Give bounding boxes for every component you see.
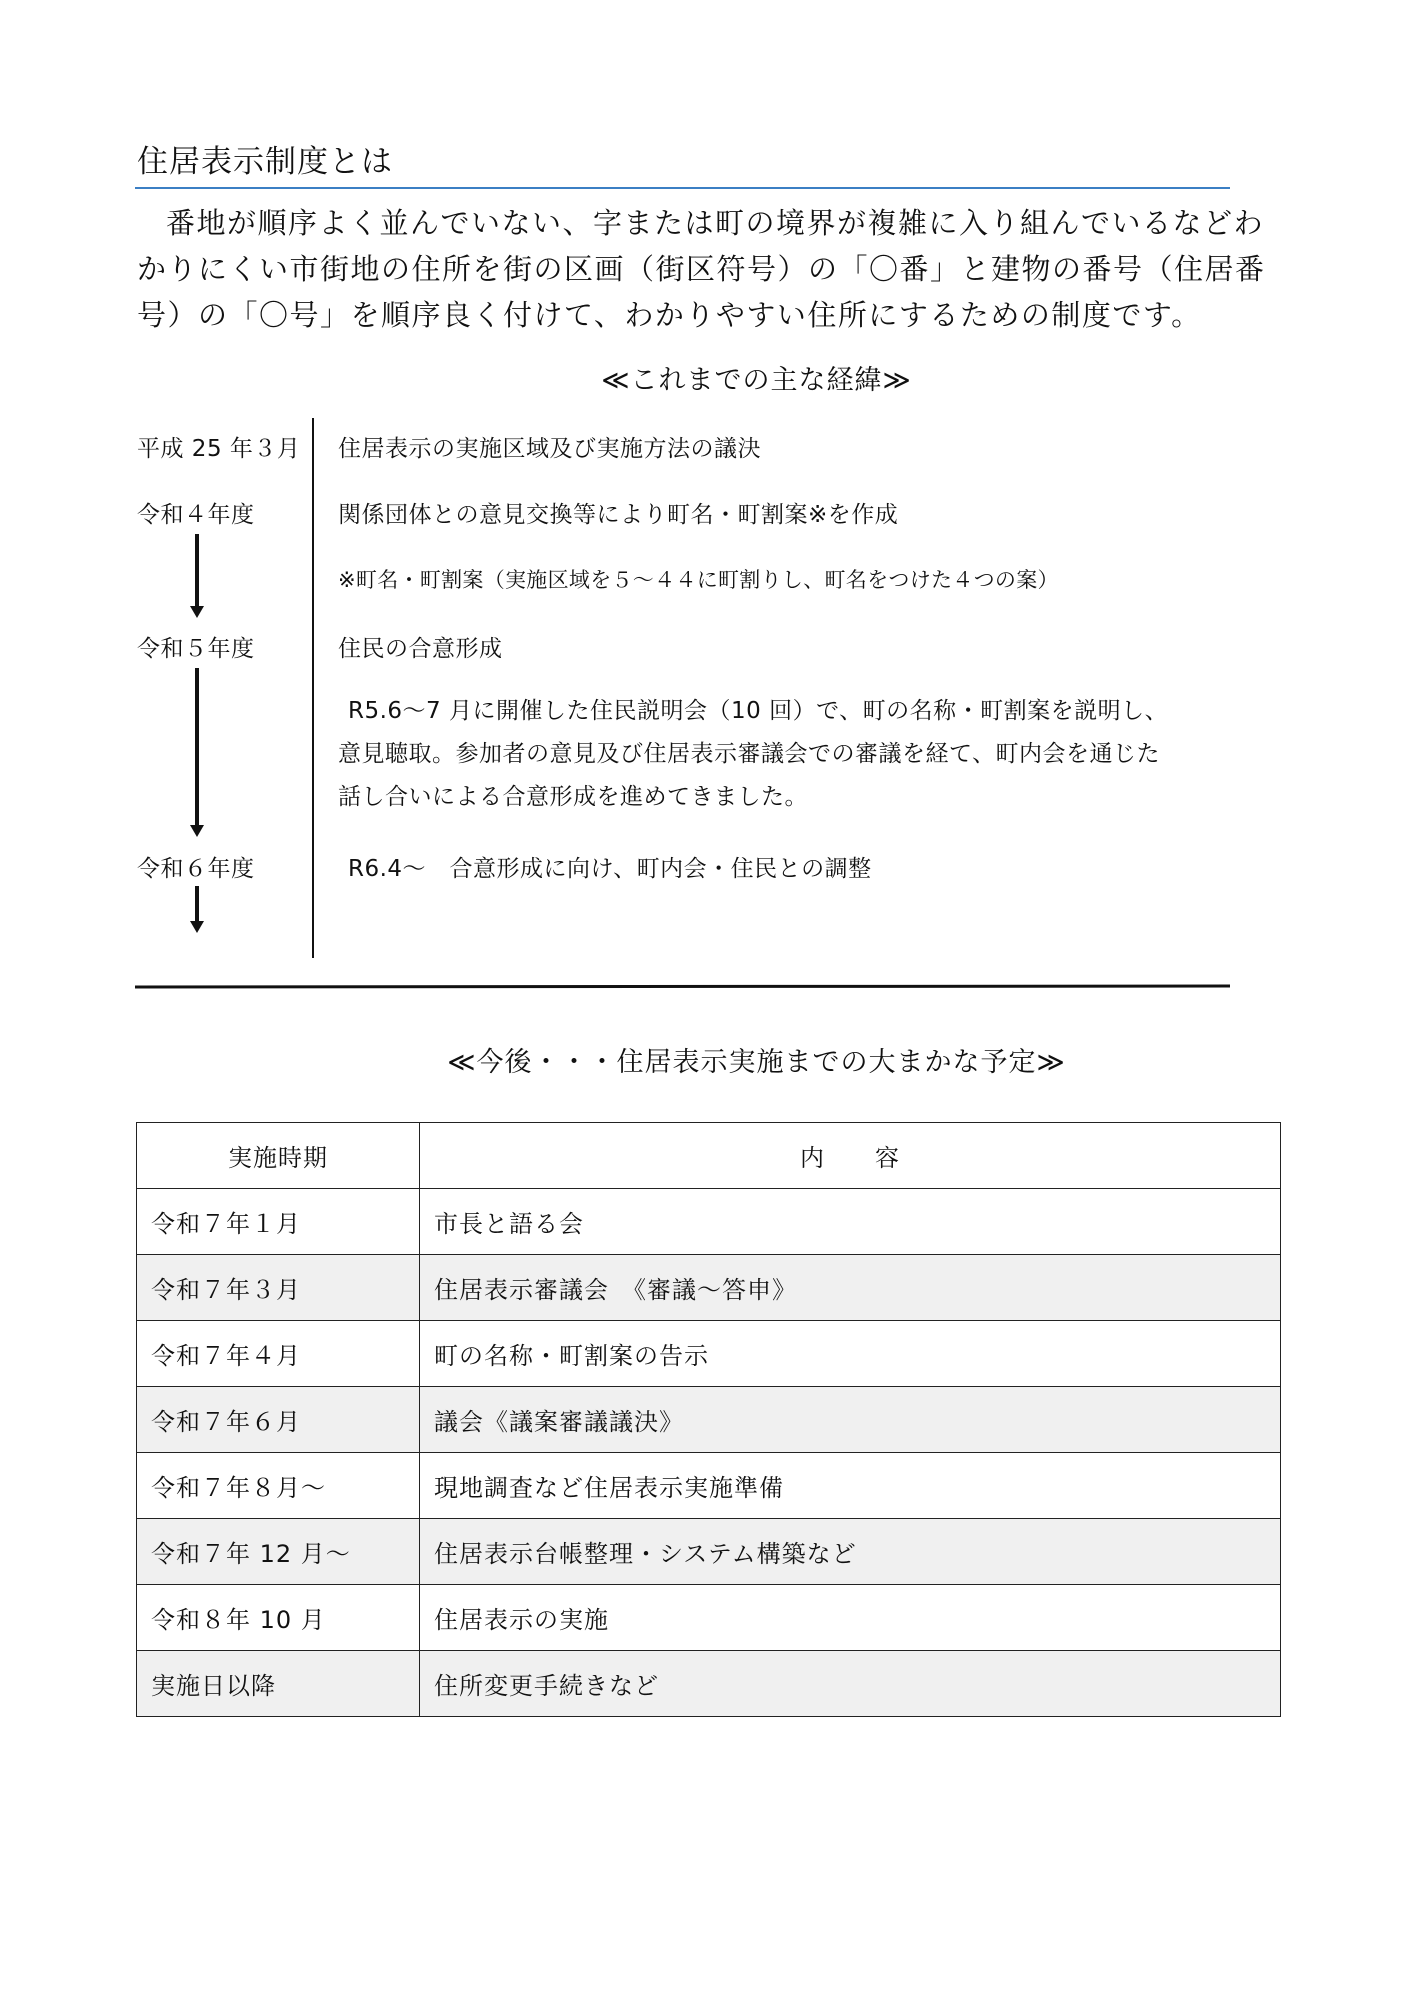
schedule-content-cell: 市長と語る会 [420,1189,1281,1255]
title-underline [135,187,1230,189]
schedule-content-cell: 現地調査など住居表示実施準備 [420,1453,1281,1519]
table-row [137,1255,1281,1321]
schedule-content-cell: 町の名称・町割案の告示 [420,1321,1281,1387]
schedule-content-cell: 住居表示の実施 [420,1585,1281,1651]
schedule-content-cell: 住居表示審議会 《審議～答申》 [420,1255,1281,1321]
timeline-period: 平成 25 年３月 [137,436,301,462]
column-header-period: 実施時期 [137,1123,420,1189]
timeline-detail [338,690,1178,819]
schedule-content-cell: 住所変更手続きなど [420,1651,1281,1717]
table-row [137,1585,1281,1651]
timeline-event: 住民の合意形成 [338,636,503,662]
schedule-content-cell: 住居表示台帳整理・システム構築など [420,1519,1281,1585]
intro-text: 番地が順序よく並んでいない、字または町の境界が複雑に入り組んでいるなどわかりにくい市街地の住所を街の区画（街区符号）の「〇番」と建物の番号（住居番号）の「〇号」を順序良く付けて、わかりやすい住所にするための制度です。 [137,206,1266,332]
schedule-period-cell: 令和７年３月 [137,1255,420,1321]
schedule-period-cell: 令和７年６月 [137,1387,420,1453]
page-title: 住居表示制度とは [137,144,393,180]
schedule-heading: ≪今後・・・住居表示実施までの大まかな予定≫ [447,1047,1066,1078]
schedule-period-cell: 令和７年４月 [137,1321,420,1387]
timeline-event: R6.4～ 合意形成に向け、町内会・住民との調整 [348,856,872,882]
timeline-period: 令和４年度 [137,502,255,528]
table-row [137,1321,1281,1387]
table-row [137,1453,1281,1519]
schedule-period-cell: 令和７年１月 [137,1189,420,1255]
table-row [137,1387,1281,1453]
schedule-period-cell: 令和７年８月～ [137,1453,420,1519]
timeline-period: 令和５年度 [137,636,255,662]
table-row [137,1519,1281,1585]
down-arrow-icon [190,668,204,838]
down-arrow-icon [190,534,204,619]
table-row [137,1651,1281,1717]
timeline-event: 関係団体との意見交換等により町名・町割案※を作成 [338,502,899,528]
history-heading: ≪これまでの主な経緯≫ [601,365,912,396]
schedule-content-cell: 議会《議案審議議決》 [420,1387,1281,1453]
schedule-period-cell: 実施日以降 [137,1651,420,1717]
section-divider [135,985,1230,989]
intro-paragraph [137,200,1287,338]
column-header-content: 内 容 [420,1123,1281,1189]
table-header-row [137,1123,1281,1189]
schedule-period-cell: 令和７年 12 月～ [137,1519,420,1585]
timeline-line [312,418,314,958]
timeline-event: 住居表示の実施区域及び実施方法の議決 [338,436,761,462]
timeline-note: ※町名・町割案（実施区域を５～４４に町割りし、町名をつけた４つの案） [338,568,1059,592]
schedule-period-cell: 令和８年 10 月 [137,1585,420,1651]
timeline-period: 令和６年度 [137,856,255,882]
table-row [137,1189,1281,1255]
down-arrow-icon [190,886,204,934]
timeline-detail-text: R5.6～7 月に開催した住民説明会（10 回）で、町の名称・町割案を説明し、意見聴取。参加者の意見及び住居表示審議会での審議を経て、町内会を通じた話し合いによる合意形成を進めてきました。 [338,698,1169,810]
schedule-table [136,1122,1281,1717]
